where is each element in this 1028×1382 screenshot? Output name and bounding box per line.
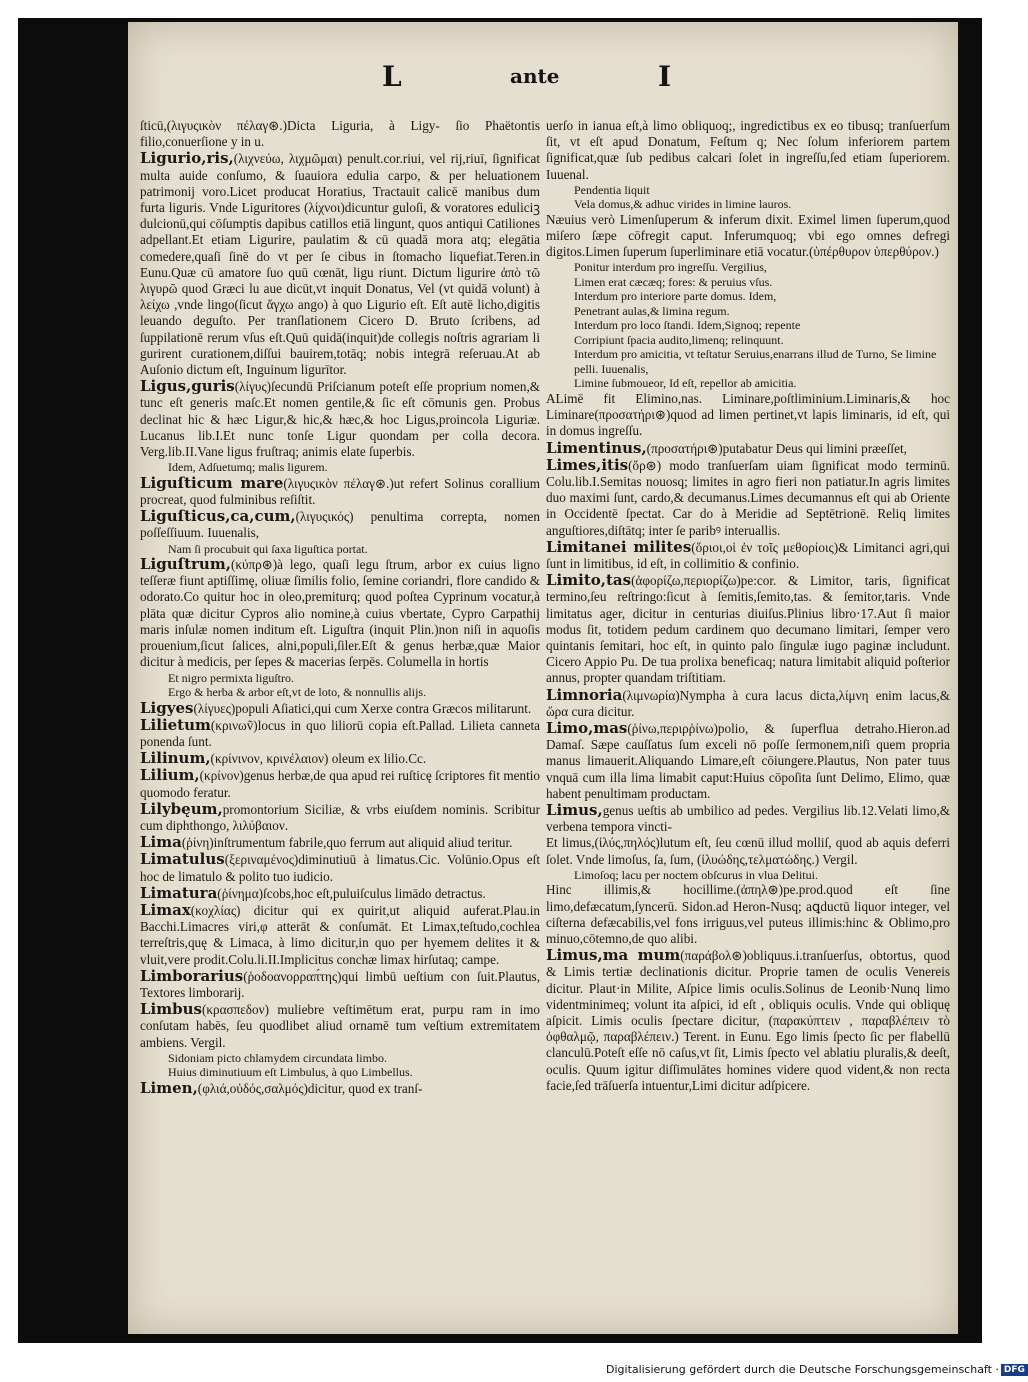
- footer-text: Digitalisierung gefördert durch die Deutsche Forschungsgemeinschaft ·: [606, 1363, 999, 1376]
- entry-text: uerſo in ianua eſt,à limo obliquoq;, ingredictibus ex eo tibusq; tranſuerſum ſit, vt eſt apud Donatum, Feſtum q; Nec ſolum inferiorem partem ſignificat,quæ ſub pedibus calcari ſolet in ingreſſu,ſed etiam ſuperiorem. Iuuenal.: [546, 118, 950, 182]
- dictionary-entry: [546, 802, 950, 835]
- quotation-line: Ponitur interdum pro ingreſſu. Vergilius,: [574, 260, 767, 275]
- entry-headword: Limus,ma mum: [546, 946, 681, 965]
- entry-text: (κρασπεδον) muliebre veſtimētum erat, purpu ram in imo conſutam habēs, ſeu quodlibet aliud ornamē tum veſtium extremitatem ambiens. Vergil.: [140, 1002, 540, 1050]
- entry-headword: Liguſticus,ca,cum,: [140, 507, 296, 526]
- right-column: [546, 118, 950, 1094]
- entry-text: (ῥίνω,περιρῥίνω)polio, & ſuperflua detraho.Hieron.ad Damaſ. Sæpe cauſſatus ſum exceli nō poſſe ſermonem,niſi quem propria manus limauerit.Aliquando Limare,eſt cōiungere.Plautus, Non pater tuus vnquā cum illa lima limabit caput:Huius cōpoſita ſunt Delimo, Elimo, quæ habent penultimam productam.: [546, 720, 950, 801]
- quotation-line: Et nigro permixta liguſtro.: [168, 670, 294, 685]
- quotation-line: Limen erat cæcæq; fores: & peruius vſus.: [574, 274, 773, 289]
- dfg-logo: DFG: [1001, 1364, 1028, 1376]
- dictionary-entry: [546, 457, 950, 539]
- quotation-line: Corripiunt ſpacia audito,limenq; relinquunt.: [574, 332, 784, 347]
- dictionary-entry: [140, 968, 540, 1001]
- book-page: [128, 22, 958, 1334]
- quotation-line: Vela domus,& adhuc virides in limine lauros.: [574, 197, 792, 212]
- entry-text: (λιγυςικὸν πέλαγ⊛.)ut refert Solinus corallium procreat, quod fulminibus reſiſtit.: [140, 475, 541, 507]
- entry-headword: Lilybęum,: [140, 799, 223, 818]
- dictionary-entry: [140, 700, 540, 717]
- dictionary-entry: [140, 378, 540, 460]
- entry-headword: Ligyes: [140, 698, 194, 717]
- entry-headword: Ligurio,ris,: [140, 149, 234, 168]
- entry-text: Et limus,(ἰλύς,πηλός)lutum eſt, ſeu cœnū illud molliſ, quod ab aquis deferri ſolet. Vnde limoſus, ſa, ſum, (ἰλυώδης,τελματώδης.) Vergil.: [546, 835, 950, 867]
- dictionary-entry: [546, 440, 950, 457]
- header-left-letter: L: [382, 60, 402, 93]
- entry-text: (ξεριναμένος)diminutiuū à limatus.Cic. Volūnio.Opus eſt hoc de limatulo & polito tuo iudicio.: [140, 852, 540, 884]
- footer-credit: [606, 1363, 1028, 1376]
- entry-text: (κρινωṽ)locus in quo liliorū copia eſt.Pallad. Lilieta canneta ponenda ſunt.: [140, 717, 540, 749]
- entry-text: (ὅρ⊛) modo tranſuerſam uiam ſignificat modo terminū. Colu.lib.I.Semitas nouosq; limites in agro fieri non patiatur.In agris limites duo maximi ſunt, cardo,& decumanus.Limes decumannus eſt qui ab Oriente in Occidentē ſpectat. Car do à Meridie ad Septētrionē. Reliq limites anguſtiores,diſtātq; inter ſe paribꝰ interuallis.: [546, 457, 950, 538]
- entry-text: ALimē fit Elimino,nas. Liminare,poſtliminium.Liminaris,& hoc Liminare(προσατήρι⊛)quod ad limen pertinet,vt lapis liminaris, id eſt, qui in domus ingreſſu.: [546, 390, 950, 439]
- entry-text: (ἀφορίζω,περιορίζω)pe:cor. & Limitor, taris, ſignificat termino,ſeu reſtringo:ſicut à ſemitis,ſemito,tas. & ſemitor,taris. Vnde limitatus ager, dicitur in centurias diuiſus.Plinius libro·17.Aut ſi maior modus ſit, totidem pedum cardinem quo decumano limitari, ſemper vero quintanis ſemitari, hoc eſt, in quinto palo ſingulæ iugo paginæ includunt. Cicero Appio Pu. De tua prolixa beneficaq; natura limitabit aliquid poſterior annus, propter quandam triſtitiam.: [546, 573, 950, 686]
- dictionary-entry: [140, 902, 540, 968]
- entry-text: promontorium Siciliæ, & vrbs eiuſdem nominis. Scribitur cum diphthongo, λιλύβαιον.: [140, 801, 540, 833]
- quotation-line: Idem, Adſuetumq; malis ligurem.: [168, 460, 328, 475]
- dictionary-entry: [546, 882, 950, 947]
- dictionary-entry: [546, 947, 950, 1094]
- quotation-line: Interdum pro amicitia, vt teſtatur Seruius,enarrans illud de Turno, Se limine pelli. Iuuenalis,: [574, 347, 937, 376]
- entry-text: (λίγυες)populi Aſiatici,qui cum Xerxe contra Græcos militarunt.: [193, 700, 532, 716]
- entry-headword: Limentinus,: [546, 438, 647, 457]
- entry-headword: Lilietum: [140, 715, 211, 734]
- entry-headword: Lima: [140, 833, 182, 852]
- left-column: [140, 118, 540, 1097]
- entry-text: (κοχλίας) dicitur qui ex quirit,ut aliquid auferat.Plau.in Bacchi.Limacres viri,φ atterāt & conſumāt. Et Limax,teſtudo,cochlea terreſtris,quę & Limaca, à limo dicitur,in quo per hyemem delites it & vluit,vere prodit.Colu.li.II.Implicitus conchæ limax hirſutaq; campe.: [140, 902, 540, 967]
- dictionary-entry: [140, 885, 540, 902]
- entry-text: (προσατήρι⊛)putabatur Deus qui limini præeſſet,: [646, 440, 907, 456]
- dictionary-entry: [546, 720, 950, 802]
- entry-text: (κρίνον)genus herbæ,de qua apud rei ruſticę ſcriptores fit mentio quomodo feratur.: [140, 768, 540, 800]
- entry-headword: Limborarius: [140, 966, 244, 985]
- dictionary-entry: [140, 851, 540, 884]
- entry-headword: Limatulus: [140, 850, 225, 869]
- entry-headword: Limnoria: [546, 685, 623, 704]
- entry-text: (φλιά,οὐδός,σαλμός)dicitur, quod ex tranſ-: [197, 1080, 423, 1096]
- quotation-line: Penetrant aulas,& limina regum.: [574, 303, 730, 318]
- entry-text: (λιχνεύω, λιχμῶμαι) penult.cor.riui, vel rij,riuī, ſignificat multa auide conſumo, & ſuauiora edulia carpo, & per heluationem patrimonij voro.Licet producat Horatius, Tractauit calicē manibus dum furta liguris. Vnde Liguritores (λίχνοι)dicuntur guloſi, & voratores eduliciꝫ dulcionū,qui cōſumptis dapibus catillos etiā lingunt, quos antiqui Catiliones adpellant.Et etiam Ligurire, paulatim & cū quadā mora atq; elegātia comedere,quaſi ſinē do vt per ſe cibus in ſtomacho liquefiat.Teren.in Eunu.Quæ cū amatore ſuo quū cœnāt, ligu riunt. Dictum ligurire ἀπὸ τῶ λιγυρῶ quod Græci lu aue dicūt,vt inquit Donatus, Vel (vt quidā volunt) à λείχω ,vnde lingo(ſicut ἄγχω ango) à quo Ligurio eſt. Eſt autē licho,digitis leuando deguſto. Per tranſlationem Cicero D. Bruto ſcribens, ad ſuppilationē rerum vſus eſt.Quū quidā(inquit)de collegis noſtris agrariam li gurirent curationem,diſſui bauirem,totāq; nobis integrā reſeruau.At ab Auſonio dictum eſt, Inguinum ligurītor.: [140, 151, 540, 378]
- dictionary-entry: [140, 801, 540, 834]
- entry-headword: Liguſticum mare: [140, 473, 284, 492]
- dictionary-entry: [140, 150, 540, 378]
- entry-text: (κρίνινον, κρινέλαιον) oleum ex lilio.Cc.: [210, 751, 427, 767]
- dictionary-entry: [140, 717, 540, 750]
- entry-text: Hinc illimis,& hocillime.(ἀπηλ⊛)pe.prod.quod eſt ſine limo,defæcatum,ſyncerū. Sidon.ad Heron-Nusq; aꝗductū liquor integer, vel ciſterna defæcabilis,vel fons irriguus,vel puteus illimis:hinc & Oblimo,pro minuo,cōtemno,de quo alibi.: [546, 882, 950, 946]
- entry-text: (ῥοδοανορραπ́της)qui limbū ueſtium con ſuit.Plautus, Textores limborarij.: [140, 968, 540, 1000]
- dictionary-entry: [140, 834, 540, 851]
- entry-headword: Limus,: [546, 801, 603, 819]
- entry-text: (λιγυςικός) penultima correpta, nomen poſſeſſiuum. Iuuenalis,: [140, 509, 540, 541]
- quotation-line: Interdum pro interiore parte domus. Idem,: [574, 289, 777, 304]
- dictionary-entry: [546, 391, 950, 440]
- dictionary-entry: [140, 508, 540, 541]
- quotation-line: Huius diminutiuum eſt Limbulus, à quo Limbellus.: [168, 1065, 413, 1080]
- dictionary-entry: [140, 556, 540, 670]
- quotation-line: Sidoniam picto chlamydem circundata limbo.: [168, 1050, 387, 1065]
- entry-headword: Limbus: [140, 1000, 202, 1019]
- entry-headword: Lilium,: [140, 766, 200, 785]
- entry-text: genus ueſtis ab umbilico ad pedes. Vergilius lib.12.Velati limo,& verbena tempora vincti-: [546, 803, 950, 835]
- entry-headword: Limax: [140, 900, 191, 919]
- entry-text: (ῥίνη)inſtrumentum fabrile,quo ferrum aut aliquid aliud teritur.: [181, 835, 513, 851]
- dictionary-entry: [546, 118, 950, 183]
- header-center-word: ante: [510, 64, 560, 88]
- dictionary-entry: [140, 1080, 540, 1097]
- entry-text: (κύπρ⊛)à lego, quaſi legu ſtrum, arbor ex cuius ligno teſſeræ fiunt aptiſſimę, oliuæ ſimilis folio, ſemine coriandri, flore candido & odorato.Co quitur hoc in oleo,premiturq; quod poſtea Cyprinum vocatur,à plāta quæ dicitur Cypros alio nomine,à cuius vbertate, Cypro Carpathij maris inſulæ nomen inditum eſt. Liguſtra (inquit Plin.)non niſi in aquoſis prouenium,ſicut ſalices, alni,populi,ſiler.Eſt & genus herbæ,quæ Maior dicitur à medicis, per ſepes & macerias ſerpēs. Columella in hortis: [140, 557, 540, 670]
- entry-headword: Lilinum,: [140, 749, 211, 768]
- dictionary-entry: [140, 767, 540, 800]
- entry-text: (ῥίνημα)ſcobs,hoc eſt,puluiſculus limādo detractus.: [217, 885, 486, 901]
- dictionary-entry: [140, 1001, 540, 1051]
- entry-headword: Limitanei milites: [546, 537, 692, 556]
- quotation-line: Nam ſi procubuit qui ſaxa liguſtica portat.: [168, 541, 368, 556]
- entry-headword: Limo,mas: [546, 718, 628, 737]
- dictionary-entry: [546, 835, 950, 867]
- running-header: [128, 60, 958, 100]
- header-right-letter: I: [658, 60, 672, 93]
- entry-text: (λίγυς)ſecundū Priſcianum poteſt eſſe proprium nomen,& tunc eſt generis maſc.Et nomen gentile,& ſic eſt cōmunis gen. Probus declinat hic & hæc Ligur,& hic,& hæc,& hoc Ligus,proincola Liguriæ. Lucanus lib.I.Et nunc tonſe Ligur quondam per colla decora. Verg.lib.II.Vane ligus fruſtraq; animis elate ſuperbis.: [140, 379, 540, 460]
- quotation-line: Limine ſubmoueor, Id eſt, repellor ab amicitia.: [574, 376, 797, 391]
- quotation-line: Ergo & herba & arbor eſt,vt de loto, & nonnullis alijs.: [168, 685, 427, 699]
- entry-text: ſticū,(λιγυςικὸν πέλαγ⊛.)Dicta Liguria, à Ligy- ſio Phaëtontis filio,conuerſione y in u.: [140, 118, 540, 150]
- dictionary-entry: [546, 212, 950, 261]
- entry-headword: Limito,tas: [546, 571, 632, 590]
- entry-headword: Limes,itis: [546, 455, 629, 474]
- entry-headword: Limatura: [140, 883, 218, 902]
- entry-headword: Liguſtrum,: [140, 555, 231, 574]
- quotation-line: Limoſoq; lacu per noctem obſcurus in vlua Delitui.: [574, 867, 818, 882]
- entry-text: (παράβολ⊛)obliquus.i.tranſuerſus, obtortus, quod & Limis tertiæ declinationis dicitur. Proprie tamen de oculis Venereis dicitur. Plaut·in Milite, Aſpice limis oculis.Solinus de Leonib·Nunq limo videntminimeq; volunt ita aſpici, id eſt , obliquis oculis. Vnde qui obliquę aſpicit. Limis oculis ſpectare dicitur, (παρακύπτειν , παραβλέπειν τὸ ὀφθαλμῷ, παραβλέπειν.) Terent. in Eunu. Ego limis ſpecto ſic per flabellū clanculū.Poteſt eſſe nō caſus,vt ſit, Limis ſpecto vel ablatiu pluralis,& deeſt, oculis. Quum igitur diſſimulātes homines videre quod vident,& non recta facie,ſed trāſuerſa intuentur,Limi dicitur adſpicere.: [546, 948, 950, 1093]
- entry-text: (ὅριοι,οἱ ἐν τοῖς μεθορίοις)& Limitanci agri,qui ſunt in limitibus, id eſt, in collimitio & confinio.: [546, 539, 950, 571]
- entry-text: Næuius verò Limenſuperum & inferum dixit. Eximel limen ſuperum,quod miſero ſæpe cōfregit caput. Inferumquoq; vbi ego omnes defregi digitos.Limen ſuperum ſuperliminare etiā vocatur.(ὑπέρθυρον ὑπερθύρον.): [546, 211, 950, 260]
- entry-headword: Limen,: [140, 1078, 198, 1097]
- dictionary-entry: [546, 572, 950, 686]
- dictionary-entry: [546, 687, 950, 720]
- dictionary-entry: [546, 539, 950, 572]
- entry-text: (λιμνωρία)Nympha à cura lacus dicta,λίμνη enim lacus,& ὥρα cura dicitur.: [546, 687, 950, 719]
- entry-headword: Ligus,guris: [140, 377, 235, 396]
- quotation-line: Pendentia liquit: [574, 182, 650, 197]
- quotation-line: Interdum pro loco ſtandi. Idem,Signoq; repente: [574, 318, 801, 333]
- dictionary-entry: [140, 475, 540, 508]
- dictionary-entry: [140, 118, 540, 150]
- dictionary-entry: [140, 750, 540, 767]
